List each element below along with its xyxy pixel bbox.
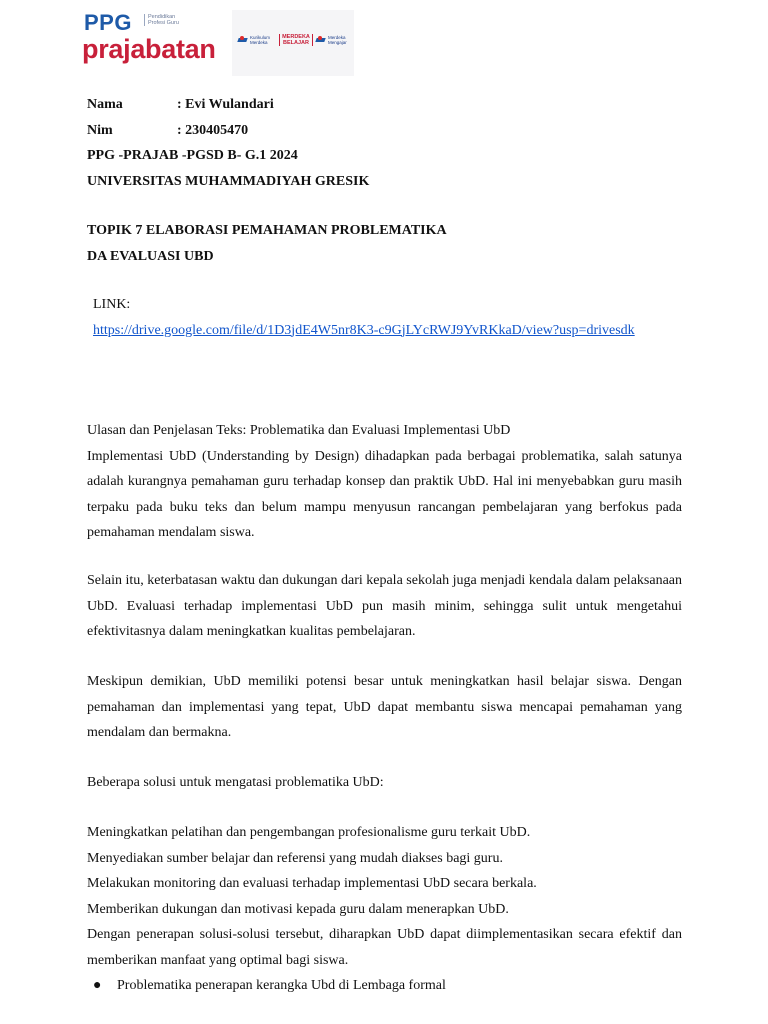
topic-line-2: DA EVALUASI UBD bbox=[87, 248, 214, 264]
paragraph-2-block bbox=[87, 568, 682, 645]
solution-item: Melakukan monitoring dan evaluasi terhadap implementasi UbD secara berkala. bbox=[87, 876, 537, 891]
section-heading: Ulasan dan Penjelasan Teks: Problematika dan Evaluasi Implementasi UbD bbox=[87, 423, 511, 438]
bullet-list-item bbox=[87, 973, 682, 999]
merdeka-mengajar-text: Merdeka Mengajar bbox=[328, 35, 347, 45]
program-line: PPG -PRAJAB -PGSD B- G.1 2024 bbox=[87, 148, 298, 163]
topic-line-1: TOPIK 7 ELABORASI PEMAHAMAN PROBLEMATIKA bbox=[87, 223, 447, 238]
paragraph-2: Selain itu, keterbatasan waktu dan dukungan dari kepala sekolah juga menjadi kendala dalam pelaksanaan UbD. Evaluasi terhadap implementasi UbD pun masih minim, sehingga sulit untuk mengetahui efektivitasnya dalam meningkatkan kualitas pembelajaran. bbox=[87, 573, 682, 639]
nim-label: Nim bbox=[87, 122, 113, 138]
paragraph-3: Meskipun demikian, UbD memiliki potensi besar untuk meningkatkan hasil belajar siswa. Dengan pemahaman dan implementasi yang tepat, UbD dapat membantu siswa mencapai pemahaman yang mendalam dan bermakna. bbox=[87, 674, 682, 740]
paragraph-4: Beberapa solusi untuk mengatasi problematika UbD: bbox=[87, 775, 384, 790]
body-section bbox=[87, 418, 682, 546]
header-logos bbox=[82, 10, 362, 76]
link-label: LINK: bbox=[93, 297, 131, 312]
paragraph-3-block bbox=[87, 669, 682, 746]
ppg-prajabatan-logo bbox=[82, 10, 232, 70]
solution-item: Meningkatkan pelatihan dan pengembangan profesionalisme guru terkait UbD. bbox=[87, 825, 531, 840]
nim-value: : 230405470 bbox=[177, 122, 249, 138]
paragraph-4-block bbox=[87, 770, 682, 796]
kurikulum-merdeka-text: Kurikulum Merdeka bbox=[250, 35, 271, 45]
paragraph-1: Implementasi UbD (Understanding by Design) dihadapkan pada berbagai problematika, salah satunya adalah kurangnya pemahaman guru terhadap konsep dan praktik UbD. Hal ini menyebabkan guru masih terpaku pada buku teks dan belum mampu menyusun rancangan pembelajaran yang berfokus pada pemahaman mendalam siswa. bbox=[87, 448, 682, 540]
link-block bbox=[93, 292, 683, 343]
drive-link[interactable]: https://drive.google.com/file/d/1D3jdE4W5nr8K3-c9GjLYcRWJ9YvRKkaD/view?usp=drivesdk bbox=[93, 322, 635, 338]
ppg-logo-sub: Pendidikan Profesi Guru bbox=[144, 14, 188, 26]
bullet-item-text: Problematika penerapan kerangka Ubd di Lembaga formal bbox=[117, 978, 446, 993]
name-value: : Evi Wulandari bbox=[177, 97, 274, 112]
merdeka-belajar-badge: MERDEKA BELAJAR bbox=[279, 34, 313, 46]
name-row bbox=[87, 92, 369, 118]
ppg-logo-top: PPG bbox=[84, 10, 132, 35]
university-line: UNIVERSITAS MUHAMMADIYAH GRESIK bbox=[87, 173, 370, 189]
topic-title bbox=[87, 218, 447, 269]
identity-block bbox=[87, 92, 369, 194]
bullet-icon: ● bbox=[93, 978, 102, 993]
ppg-logo-main: prajabatan bbox=[82, 34, 216, 64]
nim-row bbox=[87, 118, 369, 144]
name-label: Nama bbox=[87, 97, 123, 112]
conclusion-paragraph: Dengan penerapan solusi-solusi tersebut, diharapkan UbD dapat diimplementasikan secara efektif dan memberikan manfaat yang optimal bagi siswa. bbox=[87, 927, 682, 968]
kurikulum-merdeka-icon bbox=[238, 36, 247, 45]
merdeka-mengajar-icon bbox=[316, 36, 325, 45]
solution-item: Memberikan dukungan dan motivasi kepada guru dalam menerapkan UbD. bbox=[87, 901, 509, 917]
solutions-block bbox=[87, 820, 682, 999]
solution-item: Menyediakan sumber belajar dan referensi yang mudah diakses bagi guru. bbox=[87, 850, 503, 866]
merdeka-belajar-logo bbox=[232, 10, 354, 76]
